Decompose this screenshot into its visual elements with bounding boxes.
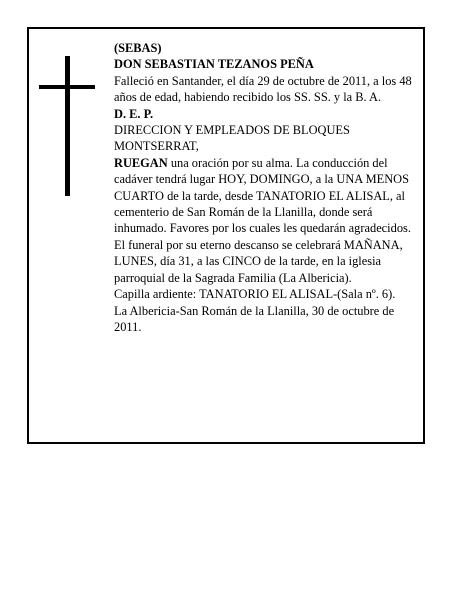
notice-body xyxy=(114,40,419,335)
request-text: una oración por su alma. La conducción del cadáver tendrá lugar HOY, DOMINGO, a la UNA MENOS CUARTO de la tarde, desde TANATORIO EL ALISAL, al cementerio de San Román de la Llanilla, donde será inhumado. Favores por los cuales les quedarán agradecidos. El funeral por su eterno descanso se celebrará MAÑANA, LUNES, día 31, a las CINCO de la tarde, en la iglesia parroquial de la Sagrada Familia (La Albericia). xyxy=(114,155,411,285)
deceased-name: DON SEBASTIAN TEZANOS PEÑA xyxy=(114,57,314,72)
chapel-info: Capilla ardiente: TANATORIO EL ALISAL-(Sala nº. 6). xyxy=(114,287,396,302)
signatories: DIRECCION Y EMPLEADOS DE BLOQUES MONTSERRAT, xyxy=(114,123,350,154)
cross-icon-crossbar xyxy=(39,85,95,89)
cross-icon xyxy=(65,56,70,196)
deceased-nickname: (SEBAS) xyxy=(114,41,162,55)
place-date: La Albericia-San Román de la Llanilla, 30 de octubre de 2011. xyxy=(114,303,395,334)
request-verb: RUEGAN xyxy=(114,155,168,170)
dep-line: D. E. P. xyxy=(114,106,154,121)
death-info: Falleció en Santander, el día 29 de octubre de 2011, a los 48 años de edad, habiendo recibido los SS. SS. y la B. A. xyxy=(114,73,412,105)
request-paragraph xyxy=(114,155,419,286)
